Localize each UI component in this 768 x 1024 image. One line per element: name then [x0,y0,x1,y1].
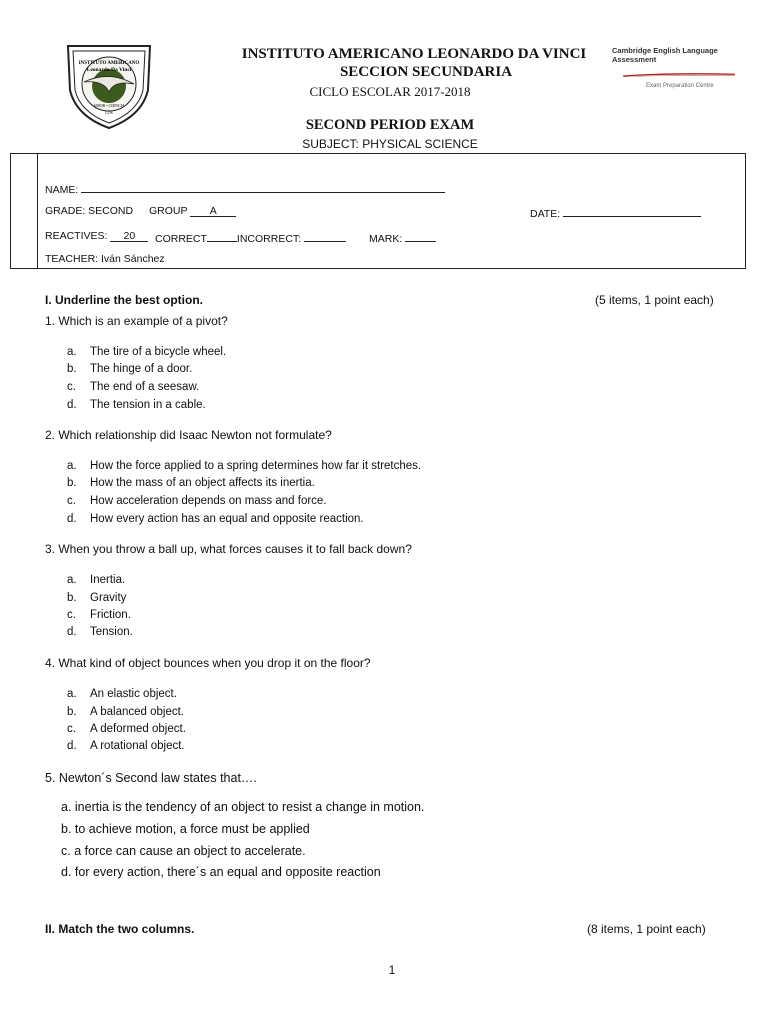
cambridge-logo-title: Cambridge English Language Assessment [612,46,718,64]
option-text: A deformed object. [90,723,186,735]
question-1-option-b[interactable] [67,363,192,375]
crest-bottom-text: LOS [105,110,113,115]
question-1: 1. Which is an example of a pivot? [45,314,228,328]
incorrect-label: INCORRECT: [236,233,302,245]
incorrect-field[interactable] [304,230,346,242]
cambridge-logo-swoosh [612,72,746,77]
option-text: Gravity [90,592,127,604]
option-letter: b. [67,592,77,604]
question-2-option-c[interactable] [67,495,327,507]
question-5-option-a[interactable]: a. inertia is the tendency of an object to resist a change in motion. [61,800,425,814]
question-3-option-b[interactable] [67,592,126,604]
option-text: Inertia. [90,574,126,586]
option-letter: d. [67,740,77,752]
question-2-option-a[interactable] [67,460,421,472]
school-name: INSTITUTO AMERICANO LEONARDO DA VINCI [241,46,587,62]
option-text: How every action has an equal and opposite reaction. [90,513,364,525]
option-letter: d. [67,513,77,525]
part1-title: I. Underline the best option. [45,293,204,307]
date-label: DATE: [530,208,561,220]
part1-points: (5 items, 1 point each) [595,293,714,307]
option-text: The hinge of a door. [90,363,193,375]
question-5: 5. Newton´s Second law states that…. [45,771,257,785]
option-letter: b. [67,477,77,489]
correct-row [155,230,346,245]
question-3-option-d[interactable] [67,626,133,638]
question-4-option-b[interactable] [67,706,184,718]
option-text: An elastic object. [90,688,177,700]
reactives-field [110,230,148,242]
option-letter: b. [67,363,77,375]
option-letter: a. [67,460,77,472]
question-1-option-a[interactable] [67,346,226,358]
option-letter: d. [67,399,77,411]
question-2: 2. Which relationship did Isaac Newton not formulate? [45,428,332,442]
option-text: How acceleration depends on mass and force. [90,495,327,507]
mark-row [369,230,436,245]
name-label: NAME: [45,184,79,196]
option-letter: a. [67,346,77,358]
option-text: Friction. [90,609,131,621]
option-letter: d. [67,626,77,638]
cambridge-logo-subtitle: Exam Preparation Centre [646,83,714,89]
date-field[interactable] [563,205,701,217]
mark-label: MARK: [369,233,403,245]
option-letter: c. [67,609,76,621]
mark-field[interactable] [405,230,436,242]
option-letter: a. [67,574,77,586]
crest-name-text: Leonardo Da Vinci [86,67,132,73]
question-4: 4. What kind of object bounces when you drop it on the floor? [45,656,371,670]
question-5-option-d[interactable]: d. for every action, there´s an equal and opposite reaction [61,865,381,879]
option-text: The end of a seesaw. [90,381,200,393]
name-field[interactable] [81,181,445,193]
correct-field[interactable] [207,230,237,242]
info-box-margin-line [37,154,38,268]
reactives-value: 20 [123,230,136,242]
reactives-label: REACTIVES: [45,230,108,242]
group-row [149,205,236,217]
reactives-row [45,230,148,242]
group-field[interactable] [190,205,236,217]
cambridge-logo [612,46,746,89]
correct-label: CORRECT [155,233,207,245]
option-letter: c. [67,381,76,393]
question-3-option-c[interactable] [67,609,131,621]
part2-title: II. Match the two columns. [45,922,195,936]
option-text: The tension in a cable. [90,399,206,411]
question-2-option-d[interactable] [67,513,364,525]
option-letter: b. [67,706,77,718]
question-4-option-a[interactable] [67,688,177,700]
question-1-option-c[interactable] [67,381,199,393]
exam-subject: SUBJECT: PHYSICAL SCIENCE [302,137,478,151]
school-cycle: CICLO ESCOLAR 2017-2018 [309,84,471,99]
school-section: SECCION SECUNDARIA [339,64,513,80]
question-1-option-d[interactable] [67,399,206,411]
grade-label: GRADE: SECOND [45,205,134,217]
question-4-option-d[interactable] [67,740,185,752]
question-2-option-b[interactable] [67,477,315,489]
question-3-option-a[interactable] [67,574,125,586]
group-label: GROUP [149,205,188,217]
question-5-option-b[interactable]: b. to achieve motion, a force must be applied [61,822,310,836]
option-text: How the force applied to a spring determines how far it stretches. [90,460,422,472]
date-row [530,205,701,220]
question-4-option-c[interactable] [67,723,186,735]
option-text: A balanced object. [90,706,184,718]
teacher-row [45,253,165,265]
option-letter: c. [67,723,76,735]
crest-motto-text: AMOR • CIENCIA [93,103,125,108]
question-5-option-c[interactable]: c. a force can cause an object to accelerate. [61,844,306,858]
teacher-value: Iván Sánchez [101,253,165,265]
option-text: A rotational object. [90,740,185,752]
option-text: The tire of a bicycle wheel. [90,346,227,358]
page-number: 1 [388,963,396,977]
teacher-label: TEACHER: [45,253,99,265]
option-letter: c. [67,495,76,507]
name-row [45,181,445,196]
option-text: Tension. [90,626,133,638]
exam-title: SECOND PERIOD EXAM [305,117,475,133]
question-3: 3. When you throw a ball up, what forces causes it to fall back down? [45,542,412,556]
crest-top-text: INSTITUTO AMERICANO [78,61,140,66]
option-text: How the mass of an object affects its inertia. [90,477,315,489]
group-value: A [209,205,217,217]
option-letter: a. [67,688,77,700]
part2-points: (8 items, 1 point each) [587,922,706,936]
